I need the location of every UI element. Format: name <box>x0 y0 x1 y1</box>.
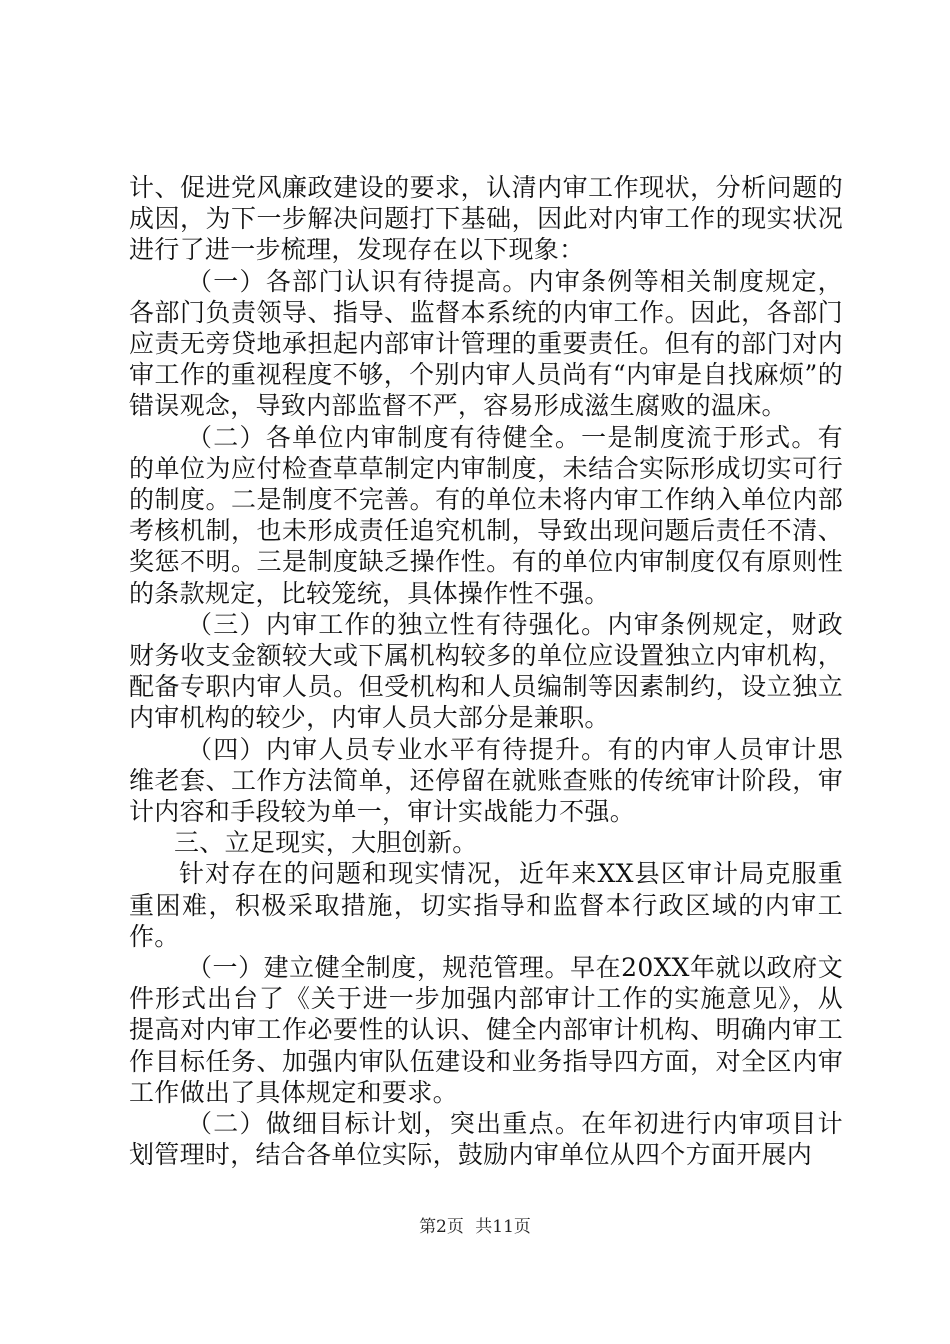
page-total: 共11页 <box>475 1217 531 1237</box>
paragraph-item-4: （四）内审人员专业水平有待提升。有的内审人员审计思维老套、工作方法简单，还停留在就账查账的传统审计阶段，审计内容和手段较为单一，审计实战能力不强。 <box>129 734 843 827</box>
paragraph-measure-1: （一）建立健全制度，规范管理。早在20XX年就以政府文件形式出台了《关于进一步加强内部审计工作的实施意见》，从提高对内审工作必要性的认识、健全内部审计机构、明确内审工作目标任务、加强内审队伍建设和业务指导四方面，对全区内审工作做出了具体规定和要求。 <box>129 953 843 1107</box>
paragraph-intro: 针对存在的问题和现实情况，近年来XX县区审计局克服重重困难，积极采取措施，切实指导和监督本行政区域的内审工作。 <box>129 859 843 951</box>
paragraph-measure-2: （二）做细目标计划，突出重点。在年初进行内审项目计划管理时，结合各单位实际，鼓励内审单位从四个方面开展内 <box>129 1109 843 1170</box>
paragraph-item-3: （三）内审工作的独立性有待强化。内审条例规定，财政财务收支金额较大或下属机构较多的单位应设置独立内审机构，配备专职内审人员。但受机构和人员编制等因素制约，设立独立内审机构的较少，内审人员大部分是兼职。 <box>129 609 843 733</box>
section-heading: 三、立足现实，大胆创新。 <box>174 828 478 858</box>
paragraph-continuation: 计、促进党风廉政建设的要求，认清内审工作现状，分析问题的成因，为下一步解决问题打下基础，因此对内审工作的现实状况进行了进一步梳理，发现存在以下现象： <box>129 173 843 265</box>
paragraph-item-1: （一）各部门认识有待提高。内审条例等相关制度规定，各部门负责领导、指导、监督本系统的内审工作。因此，各部门应责无旁贷地承担起内部审计管理的重要责任。但有的部门对内审工作的重视程度不够，个别内审人员尚有“内审是自找麻烦”的错误观念，导致内部监督不严，容易形成滋生腐败的温床。 <box>129 266 843 421</box>
paragraph-item-2: （二）各单位内审制度有待健全。一是制度流于形式。有的单位为应付检查草草制定内审制度，未结合实际形成切实可行的制度。二是制度不完善。有的单位未将内审工作纳入单位内部考核机制，也未形成责任追究机制，导致出现问题后责任不清、奖惩不明。三是制度缺乏操作性。有的单位内审制度仅有原则性的条款规定，比较笼统，具体操作性不强。 <box>129 422 843 608</box>
document-body <box>129 172 843 1171</box>
page-footer <box>0 1216 950 1238</box>
page-number: 第2页 <box>419 1217 464 1237</box>
